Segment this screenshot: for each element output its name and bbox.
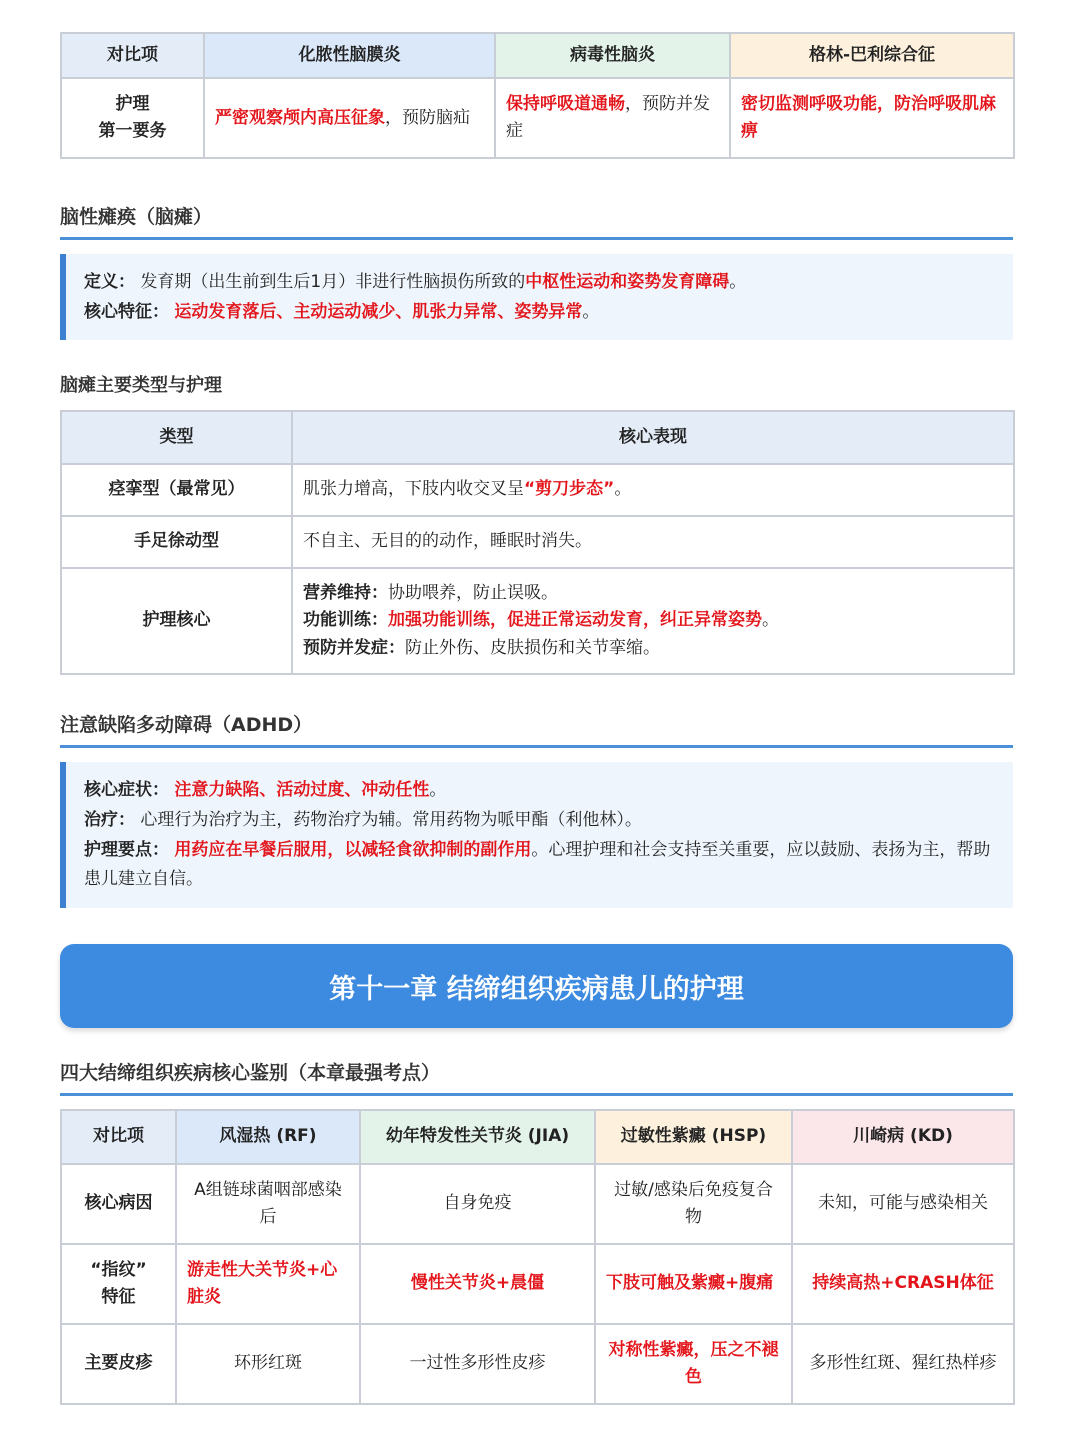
table-cell: 自身免疫	[360, 1164, 595, 1244]
chapter-banner: 第十一章 结缔组织疾病患儿的护理	[60, 944, 1013, 1028]
table-cell: 过敏/感染后免疫复合物	[595, 1164, 792, 1244]
cell-text: ，预防并发症	[506, 94, 710, 142]
treatment-label: 治疗：	[84, 809, 135, 830]
care-text: 。心理护理和社会支持至关重要，应以鼓励、表扬为主，帮助患儿建立自信。	[84, 839, 991, 890]
table-header-row	[61, 33, 1014, 78]
punctuation: 。	[614, 479, 632, 500]
table-row	[61, 568, 1014, 674]
header-cell: 格林-巴利综合征	[730, 33, 1014, 78]
table-row	[61, 1244, 1014, 1324]
row-label-line: 护理	[115, 94, 150, 114]
punctuation: 。	[762, 610, 779, 631]
row-label	[61, 78, 204, 158]
header-cell: 类型	[61, 411, 292, 464]
core-feature-line	[84, 298, 995, 328]
row-label: 护理核心	[61, 568, 292, 674]
table-header-row	[61, 411, 1014, 464]
highlight-text: 严密观察颅内高压征象	[215, 107, 385, 128]
core-feature-label: 核心特征：	[84, 301, 169, 322]
row-label-line: “指纹”	[90, 1259, 147, 1280]
cerebral-palsy-infobox	[60, 254, 1013, 340]
highlight-text: 密切监测呼吸功能，防治呼吸肌麻痹	[741, 94, 996, 142]
table-cell: 多形性红斑、猩红热样疹	[792, 1324, 1014, 1404]
table-cell	[292, 464, 1014, 516]
cell-text: 肌张力增高，下肢内收交叉呈	[303, 479, 524, 500]
header-cell: 过敏性紫癜 (HSP)	[595, 1110, 792, 1164]
header-cell: 病毒性脑炎	[495, 33, 730, 78]
table-row	[61, 516, 1014, 568]
header-cell: 对比项	[61, 33, 204, 78]
table-cell	[292, 568, 1014, 674]
cell-text: 协助喂养，防止误吸。	[388, 583, 558, 604]
table-cell	[204, 78, 495, 158]
header-cell: 化脓性脑膜炎	[204, 33, 495, 78]
highlight-text: 保持呼吸道通畅	[506, 94, 625, 114]
table-row	[61, 78, 1014, 158]
row-label: 痉挛型（最常见）	[61, 464, 292, 516]
header-cell: 风湿热 (RF)	[176, 1110, 360, 1164]
adhd-infobox	[60, 762, 1013, 908]
cp-types-table	[60, 410, 1015, 675]
highlight-text: “剪刀步态”	[524, 479, 615, 500]
table-cell: 未知，可能与感染相关	[792, 1164, 1014, 1244]
punctuation: 。	[429, 780, 447, 800]
highlight-text: 中枢性运动和姿势发育障碍	[525, 272, 730, 292]
table-cell: 环形红斑	[176, 1324, 360, 1404]
table-cell	[495, 78, 730, 158]
header-cell: 幼年特发性关节炎 (JIA)	[360, 1110, 595, 1164]
header-cell: 对比项	[61, 1110, 176, 1164]
table-row	[61, 464, 1014, 516]
row-label: 核心病因	[61, 1164, 176, 1244]
line-label: 预防并发症：	[303, 637, 405, 658]
highlight-text: 运动发育落后、主动运动减少、肌张力异常、姿势异常	[174, 301, 583, 322]
row-label-line: 第一要务	[98, 121, 167, 142]
symptom-line	[84, 776, 995, 806]
section-title-cerebral-palsy: 脑性瘫痪（脑瘫）	[60, 202, 1013, 240]
row-label: 手足徐动型	[61, 516, 292, 568]
table-cell: 持续高热+CRASH体征	[792, 1244, 1014, 1324]
table-cell: 慢性关节炎+晨僵	[360, 1244, 595, 1324]
definition-text: 发育期（出生前到生后1月）非进行性脑损伤所致的	[140, 272, 526, 292]
section-title-cp-types: 脑瘫主要类型与护理	[60, 375, 222, 396]
definition-line	[84, 268, 995, 298]
line-label: 功能训练：	[303, 610, 388, 631]
header-cell: 川崎病 (KD)	[792, 1110, 1014, 1164]
definition-label: 定义：	[84, 272, 135, 292]
section-title-connective-tissue: 四大结缔组织疾病核心鉴别（本章最强考点）	[60, 1058, 1013, 1096]
highlight-text: 用药应在早餐后服用，以减轻食欲抑制的副作用	[174, 839, 532, 860]
table-cell: 对称性紫癜，压之不褪色	[595, 1324, 792, 1404]
table-row	[61, 1164, 1014, 1244]
header-cell: 核心表现	[292, 411, 1014, 464]
treatment-text: 心理行为治疗为主，药物治疗为辅。常用药物为哌甲酯（利他林）。	[140, 809, 642, 830]
cell-text: ，预防脑疝	[385, 107, 470, 128]
cell-text: 防止外伤、皮肤损伤和关节挛缩。	[405, 637, 660, 658]
row-label-line: 特征	[101, 1287, 136, 1307]
nursing-line	[303, 580, 1003, 607]
table-cell: A组链球菌咽部感染后	[176, 1164, 360, 1244]
table-row	[61, 1324, 1014, 1404]
treatment-line	[84, 806, 995, 836]
row-label	[61, 1244, 176, 1324]
section-title-adhd: 注意缺陷多动障碍（ADHD）	[60, 710, 1013, 748]
table-cell: 游走性大关节炎+心脏炎	[176, 1244, 360, 1324]
table-cell: 一过性多形性皮疹	[360, 1324, 595, 1404]
highlight-text: 加强功能训练，促进正常运动发育，纠正异常姿势	[388, 610, 762, 631]
symptom-label: 核心症状：	[84, 780, 169, 800]
table-header-row	[61, 1110, 1014, 1164]
table-cell: 不自主、无目的的动作，睡眠时消失。	[292, 516, 1014, 568]
meningitis-comparison-table	[60, 32, 1015, 159]
table-cell: 下肢可触及紫癜+腹痛	[595, 1244, 792, 1324]
punctuation: 。	[582, 301, 600, 322]
connective-tissue-comparison-table	[60, 1109, 1015, 1405]
table-cell	[730, 78, 1014, 158]
nursing-line	[303, 635, 1003, 662]
punctuation: 。	[729, 272, 747, 292]
care-label: 护理要点：	[84, 839, 169, 860]
line-label: 营养维持：	[303, 583, 388, 604]
nursing-line	[303, 607, 1003, 634]
care-line	[84, 836, 995, 896]
row-label: 主要皮疹	[61, 1324, 176, 1404]
highlight-text: 注意力缺陷、活动过度、冲动任性	[174, 780, 430, 800]
